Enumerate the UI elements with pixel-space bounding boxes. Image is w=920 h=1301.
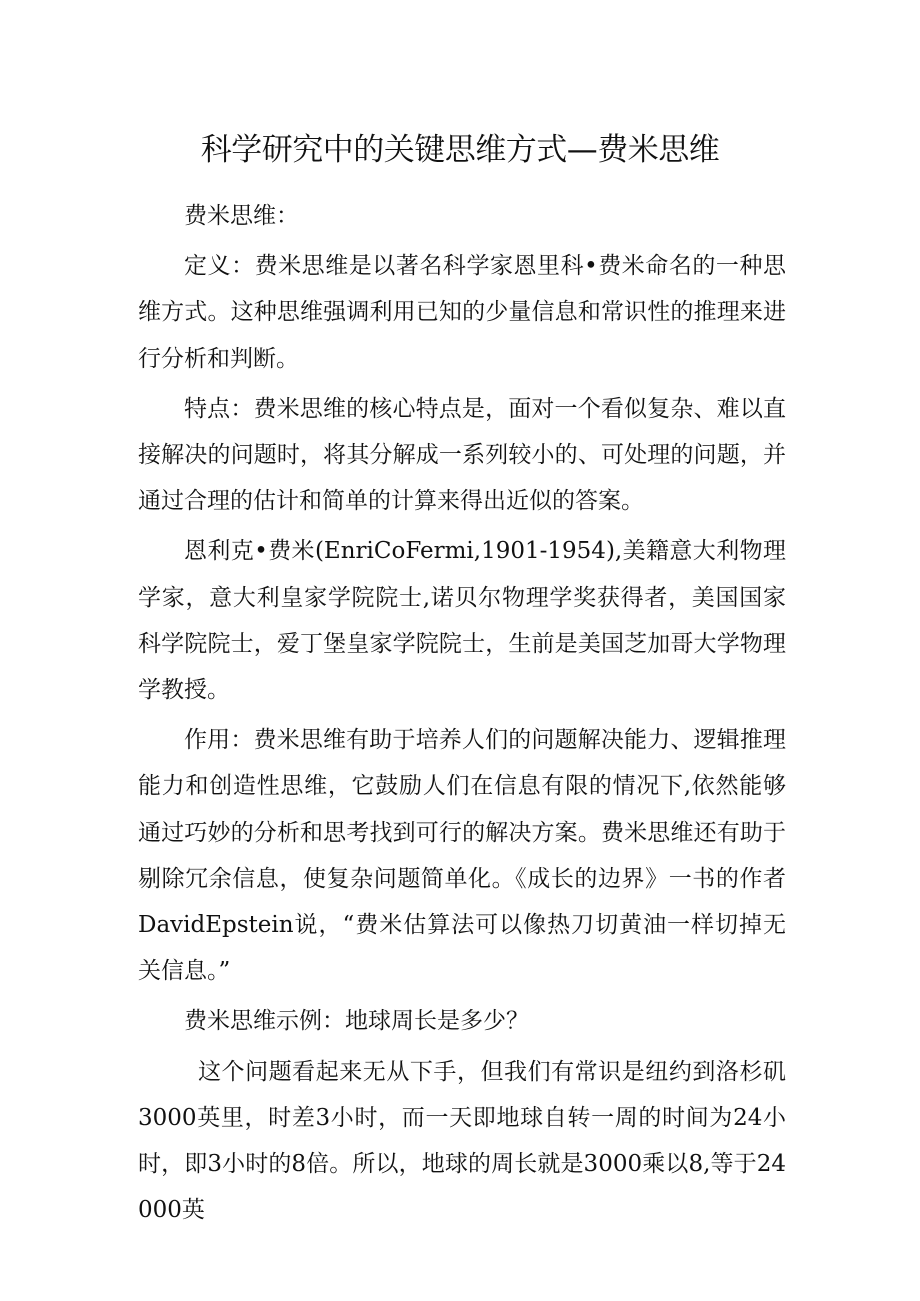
paragraph-function: 作用：费米思维有助于培养人们的问题解决能力、逻辑推理能力和创造性思维，它鼓励人们在信息有限的情况下,依然能够通过巧妙的分析和思考找到可行的解决方案。费米思维还有助于剔除冗余信息，使复杂问题简单化。《成长的边界》一书的作者DavidEpstein说，“费米估算法可以像热刀切黄油一样切掉无关信息。” bbox=[138, 727, 786, 985]
paragraph-characteristics: 特点：费米思维的核心特点是，面对一个看似复杂、难以直接解决的问题时，将其分解成一系列较小的、可处理的问题，并通过合理的估计和简单的计算来得出近似的答案。 bbox=[138, 395, 786, 515]
paragraph-fermi-biography: 恩利克•费米(EnriCoFermi,1901-1954),美籍意大利物理学家，意大利皇家学院院士,诺贝尔物理学奖获得者，美国国家科学院院士，爱丁堡皇家学院院士，生前是美国芝加哥大学物理学教授。 bbox=[138, 538, 786, 704]
section-heading-fermi-thinking: 费米思维： bbox=[184, 203, 299, 229]
document-body bbox=[138, 193, 786, 1233]
paragraph-example-body: 这个问题看起来无从下手，但我们有常识是纽约到洛杉矶3000英里，时差3小时，而一天即地球自转一周的时间为24小时，即3小时的8倍。所以，地球的周长就是3000乘以8,等于24000英 bbox=[138, 1058, 786, 1224]
paragraph-definition: 定义：费米思维是以著名科学家恩里科•费米命名的一种思维方式。这种思维强调利用已知的少量信息和常识性的推理来进行分析和判断。 bbox=[138, 253, 786, 372]
paragraph-example-heading: 费米思维示例：地球周长是多少？ bbox=[184, 1008, 529, 1035]
document-title: 科学研究中的关键思维方式—费米思维 bbox=[200, 132, 720, 168]
